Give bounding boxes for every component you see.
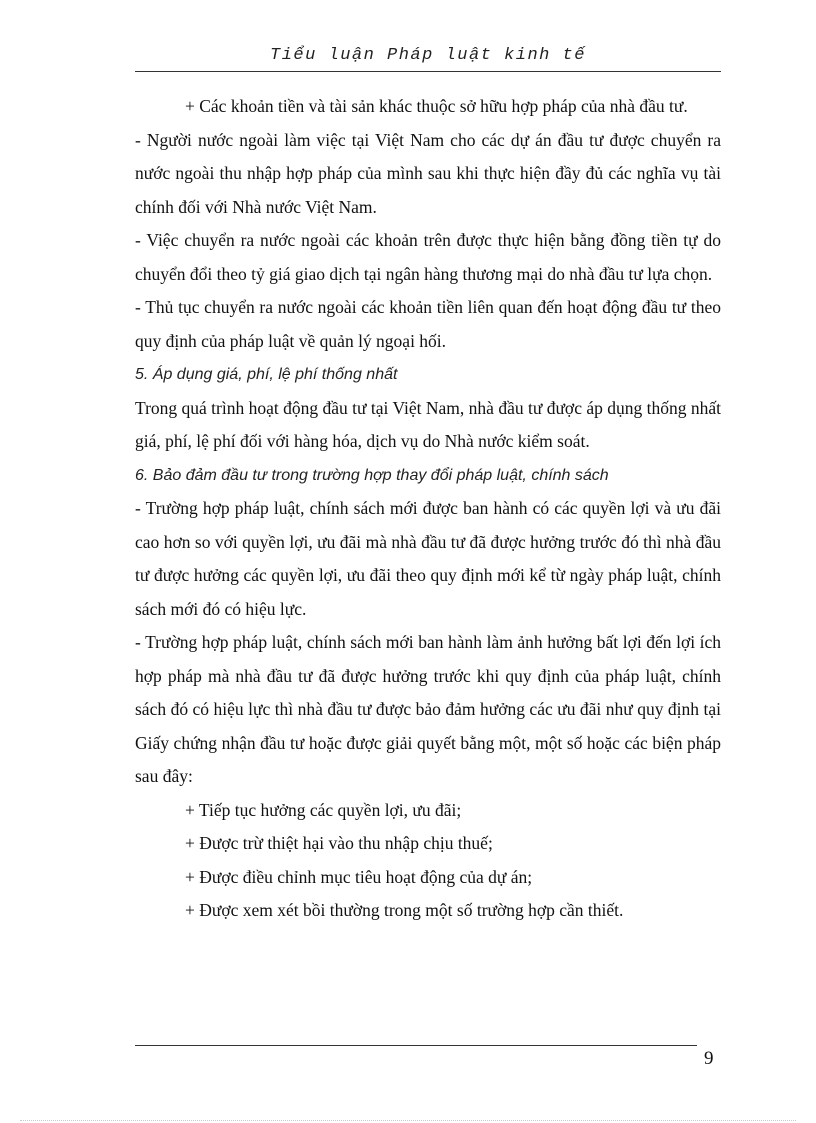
header-rule	[135, 71, 721, 72]
page-number: 9	[704, 1048, 714, 1069]
paragraph: - Trường hợp pháp luật, chính sách mới được ban hành có các quyền lợi và ưu đãi cao hơn so với quyền lợi, ưu đãi mà nhà đầu tư đã được hưởng trước đó thì nhà đầu tư được hưởng các quyền lợi, ưu đãi theo quy định mới kể từ ngày pháp luật, chính sách mới đó có hiệu lực.	[135, 498, 721, 619]
paragraph: - Trường hợp pháp luật, chính sách mới ban hành làm ảnh hưởng bất lợi đến lợi ích hợp pháp mà nhà đầu tư đã được hưởng trước khi quy định của pháp luật, chính sách đó có hiệu lực thì nhà đầu tư được bảo đảm hưởng các ưu đãi như quy định tại Giấy chứng nhận đầu tư hoặc được giải quyết bằng một, một số hoặc các biện pháp sau đây:	[135, 632, 721, 786]
section-heading-6: 6. Bảo đảm đầu tư trong trường hợp thay đổi pháp luật, chính sách	[135, 466, 609, 484]
page-header-title: Tiểu luận Pháp luật kinh tế	[270, 46, 586, 65]
footer-rule	[135, 1045, 697, 1046]
bullet-item: + Được điều chỉnh mục tiêu hoạt động của dự án;	[185, 866, 533, 887]
bullet-item: + Được trừ thiệt hại vào thu nhập chịu thuế;	[185, 833, 493, 853]
bullet-item: + Được xem xét bồi thường trong một số trường hợp cần thiết.	[185, 900, 624, 920]
page-edge-divider	[20, 1120, 796, 1121]
paragraph: Trong quá trình hoạt động đầu tư tại Việt Nam, nhà đầu tư được áp dụng thống nhất giá, phí, lệ phí đối với hàng hóa, dịch vụ do Nhà nước kiểm soát.	[135, 397, 721, 451]
paragraph: + Các khoản tiền và tài sản khác thuộc sở hữu hợp pháp của nhà đầu tư.	[185, 96, 688, 116]
paragraph: - Việc chuyển ra nước ngoài các khoản trên được thực hiện bằng đồng tiền tự do chuyển đổi theo tỷ giá giao dịch tại ngân hàng thương mại do nhà đầu tư lựa chọn.	[135, 230, 721, 284]
paragraph: - Thủ tục chuyển ra nước ngoài các khoản tiền liên quan đến hoạt động đầu tư theo quy định của pháp luật về quản lý ngoại hối.	[135, 297, 721, 351]
paragraph: - Người nước ngoài làm việc tại Việt Nam cho các dự án đầu tư được chuyển ra nước ngoài thu nhập hợp pháp của mình sau khi thực hiện đầy đủ các nghĩa vụ tài chính đối với Nhà nước Việt Nam.	[135, 129, 721, 217]
bullet-item: + Tiếp tục hưởng các quyền lợi, ưu đãi;	[185, 799, 462, 820]
document-body	[135, 90, 721, 928]
section-heading-5: 5. Áp dụng giá, phí, lệ phí thống nhất	[135, 366, 398, 383]
